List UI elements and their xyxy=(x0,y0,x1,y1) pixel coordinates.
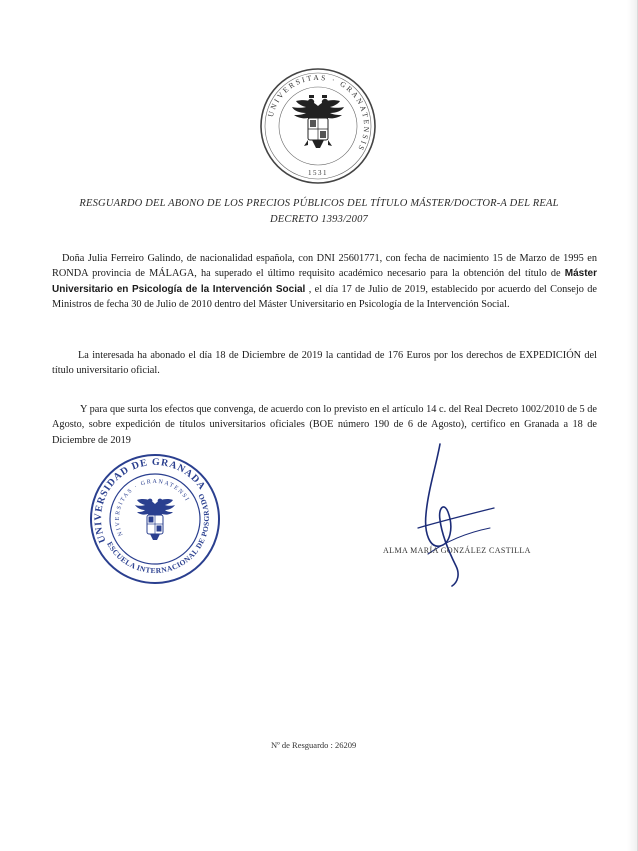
degree-name: Máster Universitario en Psicología de la Intervención Social xyxy=(52,268,597,295)
receipt-number: Nº de Resguardo : 26209 xyxy=(271,740,357,750)
university-seal-icon xyxy=(258,66,378,186)
seal-ring-text: UNIVERSITAS · GRANATENSIS xyxy=(265,72,372,154)
posgrado-stamp-icon xyxy=(88,452,222,586)
seal-year: 1531 xyxy=(308,169,328,177)
stamp-outer-top-text: UNIVERSIDAD DE GRANADA xyxy=(92,456,208,545)
stamp-inner-text: UNIVERSITAS · GRANATENSIS xyxy=(114,478,191,537)
signer-name: ALMA MARÍA GONZÁLEZ CASTILLA xyxy=(383,546,531,555)
page-edge-shadow xyxy=(627,0,637,851)
document-heading: RESGUARDO DEL ABONO DE LOS PRECIOS PÚBLICOS DEL TÍTULO MÁSTER/DOCTOR-A DEL REAL DECRETO 1393/2007 xyxy=(79,198,559,225)
paragraph-certification: Y para que surta los efectos que convenga, de acuerdo con lo previsto en el artículo 14 c. del Real Decreto 1002/2010 de 5 de Agosto, sobre expedición de títulos universitarios oficiales (BOE número 190 de 6 de Agosto), certifico en Granada a 18 de Diciembre de 2019 xyxy=(52,404,597,446)
stamp-outer-bottom-text: ESCUELA INTERNACIONAL DE POSGRADO xyxy=(105,491,212,576)
paragraph1-text-before: Doña Julia Ferreiro Galindo, de nacionalidad española, con DNI 25601771, con fecha de nacimiento 15 de Marzo de 1995 en RONDA provincia de MÁLAGA, ha superado el último requisito académico necesario para la obtención del título de xyxy=(52,253,597,280)
paragraph-student-info xyxy=(52,251,597,313)
handwritten-signature-icon xyxy=(398,436,508,596)
paragraph-payment: La interesada ha abonado el día 18 de Diciembre de 2019 la cantidad de 176 Euros por los derechos de EXPEDICIÓN del título universitario oficial. xyxy=(52,350,597,377)
paragraph1-text-after: , el día 17 de Julio de 2019, establecido por acuerdo del Consejo de Ministros de fecha 30 de Julio de 2010 dentro del Máster Universitario en Psicología de la Intervención Social. xyxy=(52,283,597,311)
